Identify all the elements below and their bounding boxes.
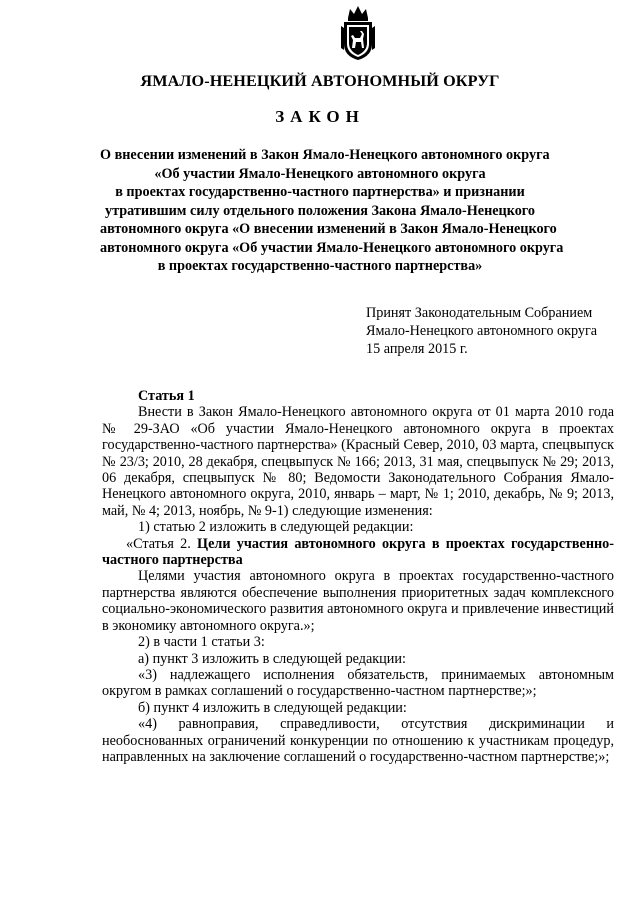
law-title-line: автономного округа «О внесении изменений в Закон Ямало-Ненецкого — [100, 221, 557, 237]
yamal-coat-of-arms-icon — [338, 4, 378, 62]
law-title-line: О внесении изменений в Закон Ямало-Ненецкого автономного округа — [100, 147, 550, 163]
new-article-title: Цели участия автономного округа в проектах государственно-частного партнерства — [102, 535, 614, 569]
adoption-date: 15 апреля 2015 г. — [366, 341, 468, 357]
law-title-line: «Об участии Ямало-Ненецкого автономного округа — [154, 165, 486, 182]
adoption-note — [366, 304, 597, 358]
amendment-item: 1) статью 2 изложить в следующей редакции: — [138, 519, 414, 536]
amendment-item: 2) в части 1 статьи 3: — [138, 634, 265, 651]
law-title — [100, 146, 564, 276]
new-article-text: Целями участия автономного округа в проектах государственно-частного партнерства являются обеспечение выполнения приоритетных задач комплексного социально-экономического развития автономного округа и привлечение инвестиций в экономику автономного округа.»; — [102, 568, 614, 634]
adoption-line: Ямало-Ненецкого автономного округа — [366, 323, 598, 339]
law-title-line: в проектах государственно-частного партнерства» и признании — [115, 184, 525, 200]
region-name: ЯМАЛО-НЕНЕЦКИЙ АВТОНОМНЫЙ ОКРУГ — [140, 72, 500, 90]
new-article-heading — [102, 536, 614, 569]
article-heading: Статья 1 — [138, 388, 195, 404]
amendment-subitem: б) пункт 4 изложить в следующей редакции: — [138, 699, 407, 716]
law-title-line: утратившим силу отдельного положения Закона Ямало-Ненецкого — [105, 202, 535, 219]
document-type: ЗАКОН — [275, 107, 365, 126]
adoption-line: Принят Законодательным Собранием — [366, 305, 593, 321]
new-article-prefix: «Статья 2. — [126, 535, 191, 552]
law-title-line: автономного округа «Об участии Ямало-Ненецкого автономного округа — [100, 239, 564, 256]
amendment-subitem-text: «3) надлежащего исполнения обязательств, принимаемых автономным округом в рамках соглашений о государственно-частном партнерстве;»; — [102, 666, 614, 700]
law-title-line: в проектах государственно-частного партнерства» — [157, 258, 483, 274]
article-body — [102, 388, 614, 765]
article-intro-paragraph: Внести в Закон Ямало-Ненецкого автономного округа от 01 марта 2010 года № 29-ЗАО «Об участии Ямало-Ненецкого автономного округа в проектах государственно-частного партнерства» (Красный Север, 2010, 03 марта, спецвыпуск № 23/3; 2010, 28 декабря, спецвыпуск № 166; 2013, 31 мая, спецвыпуск № 29; 2013, 06 декабря, спецвыпуск № 80; Ведомости Законодательного Собрания Ямало-Ненецкого автономного округа, 2010, январь – март, № 1; 2010, декабрь, № 9; 2013, май, № 4; 2013, ноябрь, № 9-1) следующие изменения: — [102, 404, 614, 519]
amendment-subitem-text: «4) равноправия, справедливости, отсутствия дискриминации и необоснованных ограничений конкуренции по отношению к участникам процедур, направленных на заключение соглашений о государственно-частном партнерстве;»; — [102, 716, 614, 765]
amendment-subitem: а) пункт 3 изложить в следующей редакции: — [138, 650, 406, 667]
